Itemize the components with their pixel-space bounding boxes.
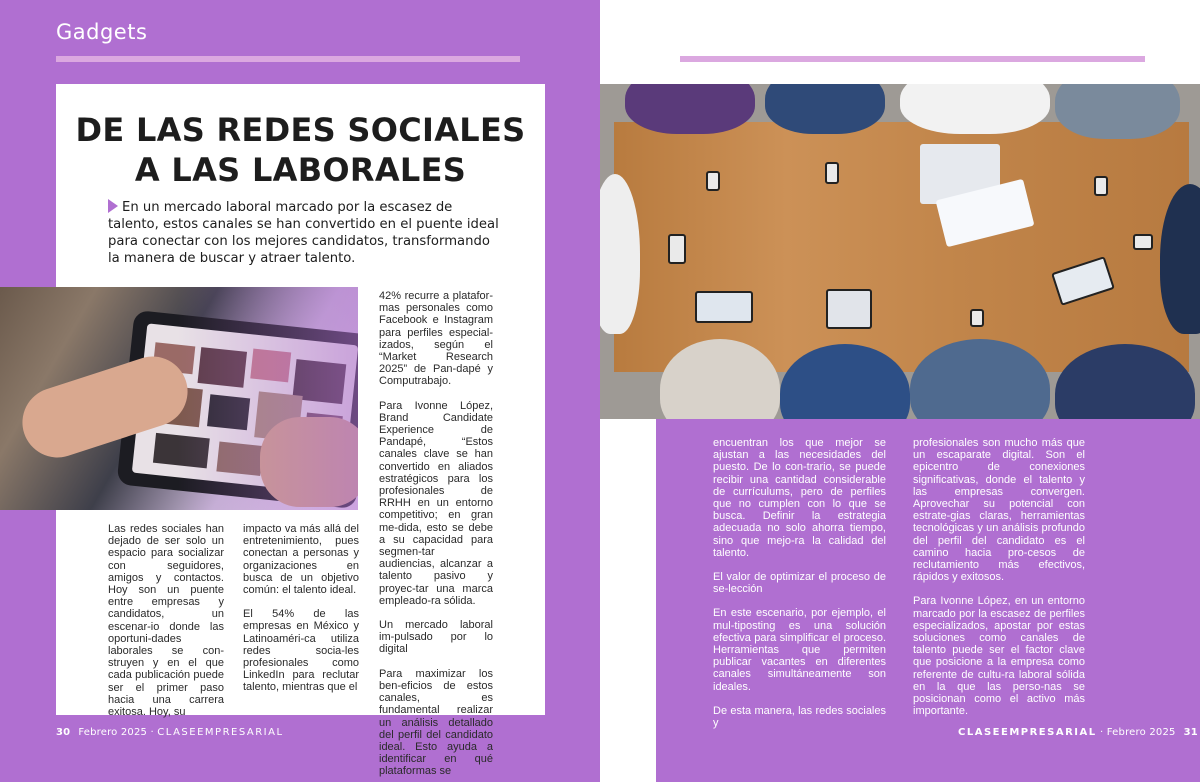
phone: [1094, 176, 1108, 196]
wooden-table: [614, 122, 1189, 372]
paragraph: Para maximizar los ben-eficios de estos canales, es fundamental realizar un análisis detallado del perfil del candidato ideal. Esto ayuda a identificar en qué plataformas se: [379, 667, 493, 778]
headline-line-2: A LAS LABORALES: [134, 151, 467, 189]
paragraph: impacto va más allá del entretenimiento, pues conectan a personas y organizaciones en busca de un objetivo común: el talento ideal.: [243, 523, 359, 597]
meeting-table-photo: [600, 84, 1200, 419]
subheading: El valor de optimizar el proceso de se-lección: [713, 571, 886, 596]
headline-line-1: DE LAS REDES SOCIALES: [75, 111, 526, 149]
article-column-3: [379, 290, 493, 782]
person: [1055, 84, 1180, 139]
paragraph: El 54% de las empresas en México y Latinoaméri-ca utiliza redes socia-les profesionales como LinkedIn para reclutar talento, mientras que el: [243, 608, 359, 694]
article-column-1: [108, 523, 224, 730]
paragraph: profesionales son mucho más que un escaparate digital. Son el epicentro de conexiones significativas, donde el talento y las empresas convergen. Aprovechar su potencial con estrate-gias claras, herramientas tecnológicas y un análisis profundo del perfil del candidato es el camino hacia pro-cesos de reclutamiento más efectivos, rápidos y exitosos.: [913, 437, 1085, 584]
phone: [825, 162, 839, 184]
person: [625, 84, 755, 134]
play-arrow-icon: [108, 199, 118, 213]
article-column-5: [913, 437, 1085, 729]
paragraph: En este escenario, por ejemplo, el mul-tiposting es una solución efectiva para simplificar el proceso. Herramientas que permiten publicar vacantes en diferentes canales simultáneamente son ideales.: [713, 607, 886, 693]
page-number: 30: [56, 727, 71, 738]
section-label: Gadgets: [56, 20, 148, 44]
person: [900, 84, 1050, 134]
folio-separator: ·: [1100, 727, 1104, 738]
page-number: 31: [1183, 727, 1198, 738]
magazine-name: CLASEEMPRESARIAL: [157, 727, 284, 738]
paragraph: 42% recurre a platafor-mas personales como Facebook e Instagram para perfiles especial-izados, según el “Market Research 2025” de Pan-dapé y Computrabajo.: [379, 290, 493, 388]
tablet-photo: [0, 287, 358, 510]
paragraph: Las redes sociales han dejado de ser solo un espacio para socializar con seguidores, amigos y contactos. Hoy son un puente entre empresas y candidatos, un escenar-io donde las oportuni-dades laborales se con-struyen y en el que cada publicación puede ser el primer paso hacia una carrera exitosa. Hoy, su: [108, 523, 224, 719]
article-headline: [56, 110, 545, 190]
article-column-2: [243, 523, 359, 706]
person: [765, 84, 885, 134]
phone: [668, 234, 686, 264]
folio-left: [56, 727, 284, 738]
paragraph: Para Ivonne López, en un entorno marcado por la escasez de perfiles especializados, apostar por estas soluciones como canales de talento puede ser el factor clave que posicione a la empresa como referente de cultu-ra laboral sólida en la que las perso-nas se posicionan como el activo más importante.: [913, 595, 1085, 718]
phone: [1133, 234, 1153, 250]
folio-right: [958, 727, 1198, 738]
folio-date: Febrero 2025: [1106, 727, 1176, 738]
phone: [706, 171, 720, 191]
dek-text: En un mercado laboral marcado por la escasez de talento, estos canales se han convertido en el puente ideal para conectar con los mejores candidatos, transformando la manera de buscar y atraer talento.: [108, 200, 499, 266]
article-dek: [108, 199, 503, 267]
paragraph: encuentran los que mejor se ajustan a las necesidades del puesto. De lo con-trario, se puede recibir una cantidad considerable de currículums, pero de perfiles que no cumplen con lo que se busca. Definir la estrategia adecuada no solo ahorra tiempo, sino que mejo-ra la calidad del talento.: [713, 437, 886, 559]
paragraph: Para Ivonne López, Brand Candidate Experience de Pandapé, “Estos canales clave se han convertido en aliados estratégicos para los profesionales de RRHH en un entorno competitivo; en gran me-dida, esto se debe a su capacidad para segmen-tar audiencias, alcanzar a talento pasivo y proyec-tar una marca empleado-ra sólida.: [379, 399, 493, 607]
paragraph: De esta manera, las redes sociales y: [713, 704, 886, 730]
header-rule-right: [680, 56, 1145, 62]
folio-date: Febrero 2025: [78, 727, 148, 738]
folio-separator: ·: [150, 727, 154, 738]
subheading: Un mercado laboral im-pulsado por lo digital: [379, 619, 493, 656]
tablet: [695, 291, 753, 323]
article-column-4: [713, 437, 886, 741]
magazine-name: CLASEEMPRESARIAL: [958, 727, 1097, 738]
tablet: [826, 289, 872, 329]
phone: [970, 309, 984, 327]
header-rule-left: [56, 56, 520, 62]
